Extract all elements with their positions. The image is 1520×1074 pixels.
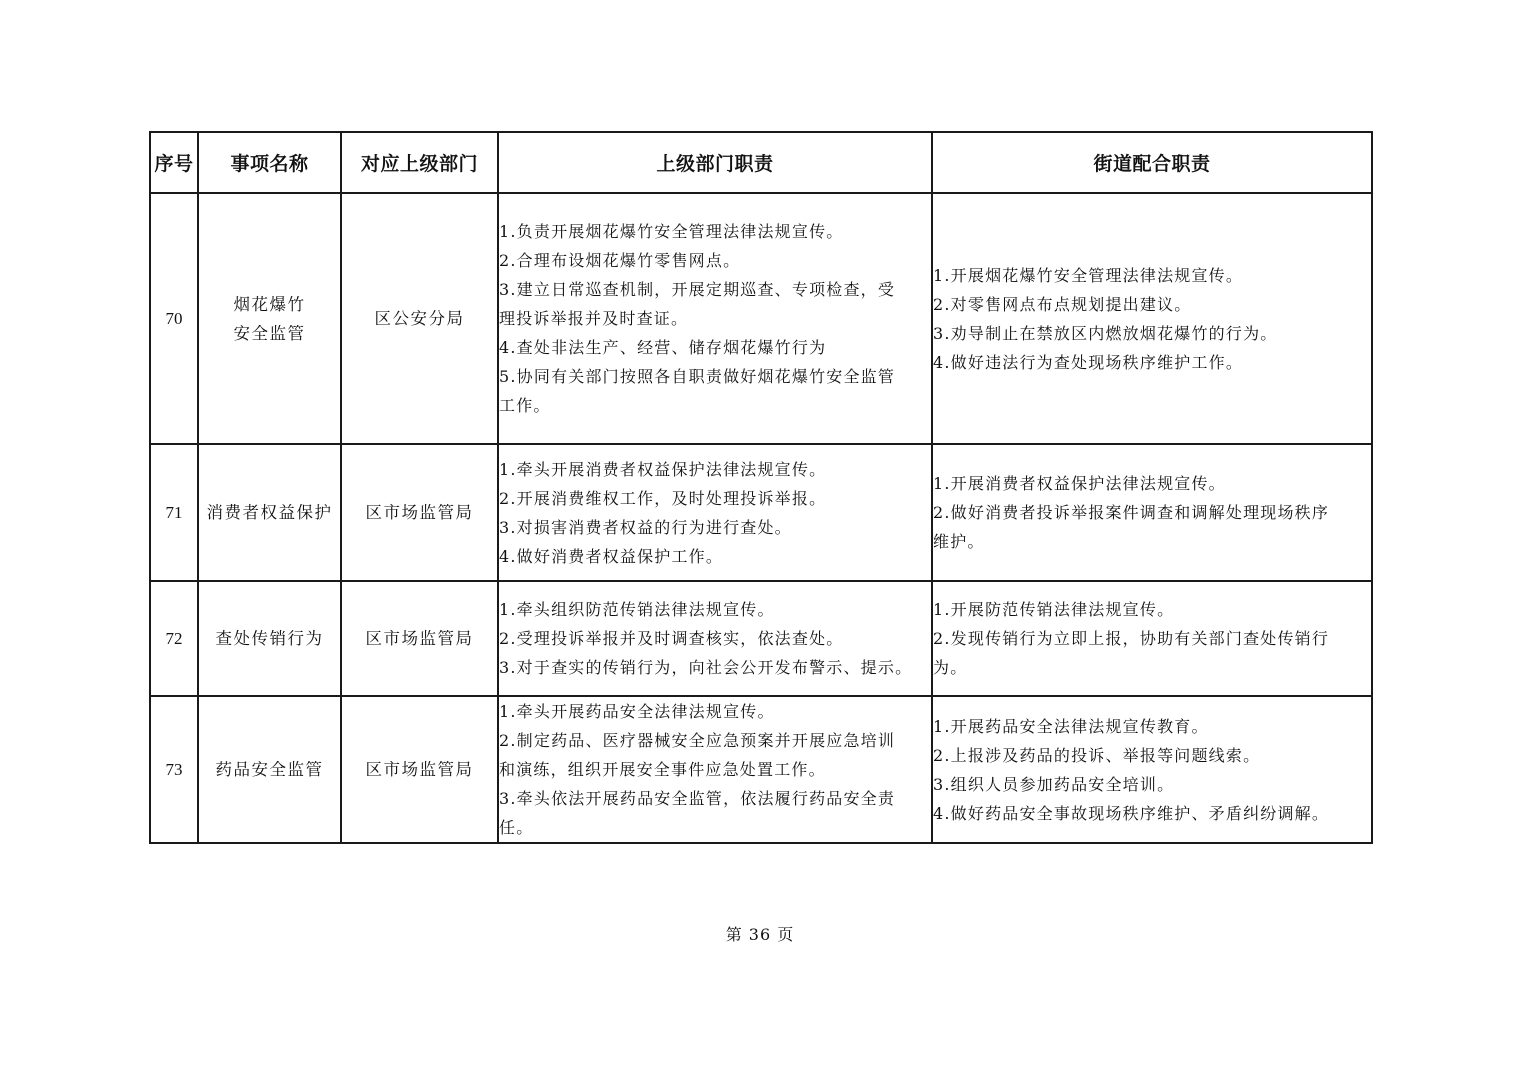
street-duty-line: 1.开展药品安全法律法规宣传教育。 <box>933 716 1209 736</box>
item-name-line: 安全监管 <box>233 323 306 343</box>
row-number: 70 <box>150 193 198 444</box>
table-row <box>150 696 1372 843</box>
header-name: 事项名称 <box>198 132 341 193</box>
upper-duty-line: 1.牵头组织防范传销法律法规宣传。 <box>499 600 775 619</box>
upper-duty-line: 工作。 <box>499 396 551 415</box>
street-duty-line: 4.做好违法行为查处现场秩序维护工作。 <box>933 352 1244 372</box>
upper-duty-cell <box>498 193 932 444</box>
item-name-line: 烟花爆竹 <box>233 294 306 314</box>
item-name <box>198 444 341 581</box>
street-duty-line: 维护。 <box>933 532 985 551</box>
upper-duty-line: 任。 <box>499 818 534 837</box>
street-duty-cell <box>932 581 1372 696</box>
street-duty-line: 为。 <box>933 658 968 677</box>
street-duty-line: 2.对零售网点布点规划提出建议。 <box>933 294 1192 314</box>
row-number: 71 <box>150 444 198 581</box>
upper-duty-line: 1.牵头开展消费者权益保护法律法规宣传。 <box>499 459 827 479</box>
table-row <box>150 581 1372 696</box>
item-name-line: 药品安全监管 <box>215 760 324 779</box>
upper-duty-cell <box>498 696 932 843</box>
upper-duty-line: 3.牵头依法开展药品安全监管，依法履行药品安全责 <box>499 789 896 808</box>
street-duty-line: 2.发现传销行为立即上报，协助有关部门查处传销行 <box>933 629 1330 648</box>
upper-duty-line: 2.开展消费维权工作，及时处理投诉举报。 <box>499 488 827 508</box>
upper-duty-line: 3.建立日常巡查机制，开展定期巡查、专项检查，受 <box>499 280 896 299</box>
header-row <box>150 132 1372 193</box>
street-duty-line: 3.组织人员参加药品安全培训。 <box>933 774 1175 794</box>
street-duty-line: 4.做好药品安全事故现场秩序维护、矛盾纠纷调解。 <box>933 803 1330 823</box>
upper-duty-line: 1.负责开展烟花爆竹安全管理法律法规宣传。 <box>499 222 844 241</box>
upper-duty-line: 2.受理投诉举报并及时调查核实，依法查处。 <box>499 629 844 648</box>
header-upper-duty: 上级部门职责 <box>498 132 932 193</box>
row-number: 73 <box>150 696 198 843</box>
upper-duty-line: 2.合理布设烟花爆竹零售网点。 <box>499 251 741 270</box>
table-body <box>150 193 1372 843</box>
street-duty-line: 1.开展防范传销法律法规宣传。 <box>933 600 1175 619</box>
duty-table <box>149 131 1373 844</box>
department: 区市场监管局 <box>341 581 498 696</box>
upper-duty-line: 2.制定药品、医疗器械安全应急预案并开展应急培训 <box>499 731 896 750</box>
street-duty-line: 1.开展消费者权益保护法律法规宣传。 <box>933 474 1226 493</box>
table-row <box>150 193 1372 444</box>
street-duty-cell <box>932 444 1372 581</box>
item-name <box>198 581 341 696</box>
table-header <box>150 132 1372 193</box>
upper-duty-line: 1.牵头开展药品安全法律法规宣传。 <box>499 702 775 721</box>
street-duty-line: 3.劝导制止在禁放区内燃放烟花爆竹的行为。 <box>933 323 1278 343</box>
street-duty-line: 2.上报涉及药品的投诉、举报等问题线索。 <box>933 745 1261 765</box>
department: 区市场监管局 <box>341 444 498 581</box>
item-name <box>198 193 341 444</box>
upper-duty-line: 4.做好消费者权益保护工作。 <box>499 546 724 566</box>
header-num: 序号 <box>150 132 198 193</box>
table-row <box>150 444 1372 581</box>
upper-duty-line: 理投诉举报并及时查证。 <box>499 309 689 328</box>
upper-duty-line: 和演练，组织开展安全事件应急处置工作。 <box>499 760 826 779</box>
header-street-duty: 街道配合职责 <box>932 132 1372 193</box>
item-name-line: 消费者权益保护 <box>206 503 333 522</box>
street-duty-line: 2.做好消费者投诉举报案件调查和调解处理现场秩序 <box>933 503 1330 522</box>
row-number: 72 <box>150 581 198 696</box>
upper-duty-cell <box>498 581 932 696</box>
item-name-line: 查处传销行为 <box>215 629 324 648</box>
department: 区公安分局 <box>341 193 498 444</box>
upper-duty-line: 4.查处非法生产、经营、储存烟花爆竹行为 <box>499 338 827 357</box>
upper-duty-cell <box>498 444 932 581</box>
upper-duty-line: 5.协同有关部门按照各自职责做好烟花爆竹安全监管 <box>499 367 896 386</box>
street-duty-line: 1.开展烟花爆竹安全管理法律法规宣传。 <box>933 265 1244 285</box>
department: 区市场监管局 <box>341 696 498 843</box>
header-dept: 对应上级部门 <box>341 132 498 193</box>
item-name <box>198 696 341 843</box>
upper-duty-line: 3.对损害消费者权益的行为进行查处。 <box>499 517 792 537</box>
upper-duty-line: 3.对于查实的传销行为，向社会公开发布警示、提示。 <box>499 658 913 677</box>
page-number: 第 36 页 <box>725 925 795 944</box>
street-duty-cell <box>932 696 1372 843</box>
street-duty-cell <box>932 193 1372 444</box>
